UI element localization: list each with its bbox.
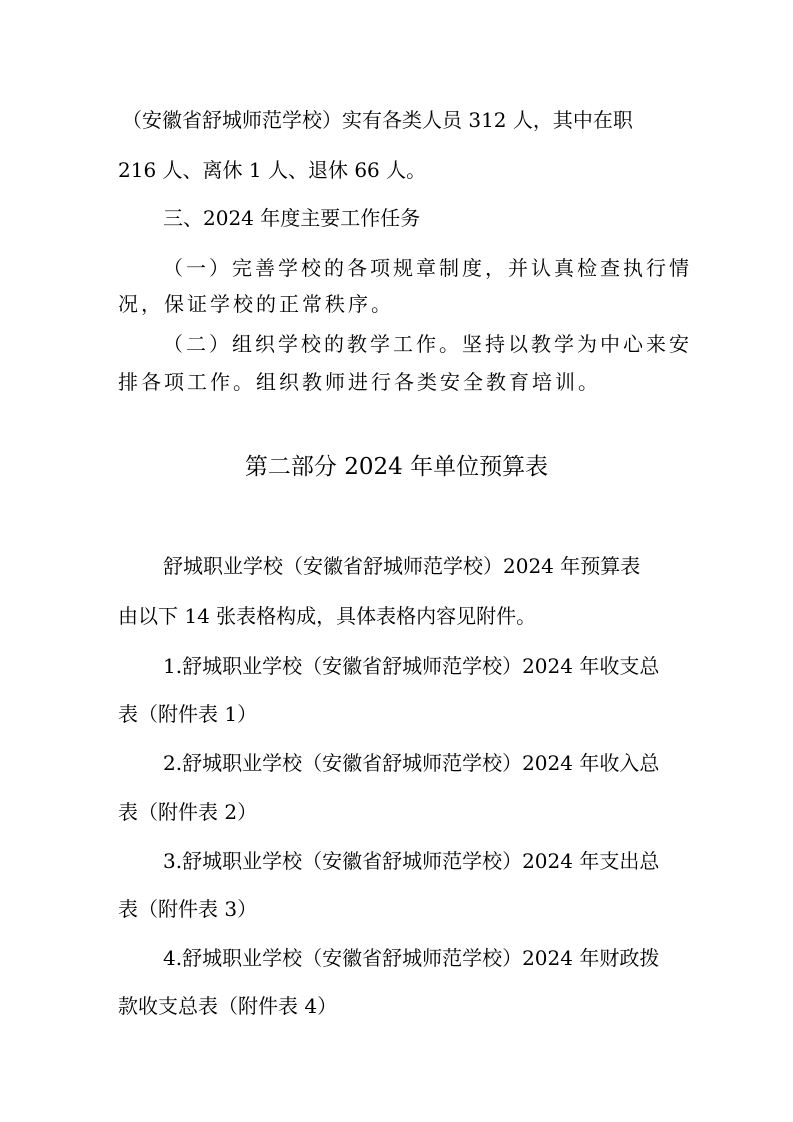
list-item-2-line-2: 表（附件表 2） xyxy=(118,800,258,824)
part-title: 第二部分 2024 年单位预算表 xyxy=(244,454,549,480)
task-1-line-1: （一）完善学校的各项规章制度，并认真检查执行情 xyxy=(163,256,692,280)
list-item-1-line-1: 1.舒城职业学校（安徽省舒城师范学校）2024 年收支总 xyxy=(163,654,660,678)
part-desc-line-1: 舒城职业学校（安徽省舒城师范学校）2024 年预算表 xyxy=(163,554,641,578)
task-1-line-2: 况，保证学校的正常秩序。 xyxy=(118,292,394,316)
list-item-4-line-2: 款收支总表（附件表 4） xyxy=(118,994,338,1018)
task-2-line-1: （二）组织学校的教学工作。坚持以教学为中心来安 xyxy=(163,332,692,356)
list-item-4-line-1: 4.舒城职业学校（安徽省舒城师范学校）2024 年财政拨 xyxy=(163,946,660,970)
section-heading: 三、2024 年度主要工作任务 xyxy=(163,206,421,230)
part-desc-line-2: 由以下 14 张表格构成，具体表格内容见附件。 xyxy=(118,604,537,628)
intro-line-2: 216 人、离休 1 人、退休 66 人。 xyxy=(118,158,427,182)
list-item-1-line-2: 表（附件表 1） xyxy=(118,702,258,726)
list-item-3-line-1: 3.舒城职业学校（安徽省舒城师范学校）2024 年支出总 xyxy=(163,849,660,873)
task-2-line-2: 排各项工作。组织教师进行各类安全教育培训。 xyxy=(118,370,601,394)
list-item-3-line-2: 表（附件表 3） xyxy=(118,897,258,921)
intro-line-1: （安徽省舒城师范学校）实有各类人员 312 人，其中在职 xyxy=(122,108,633,132)
list-item-2-line-1: 2.舒城职业学校（安徽省舒城师范学校）2024 年收入总 xyxy=(163,751,660,775)
